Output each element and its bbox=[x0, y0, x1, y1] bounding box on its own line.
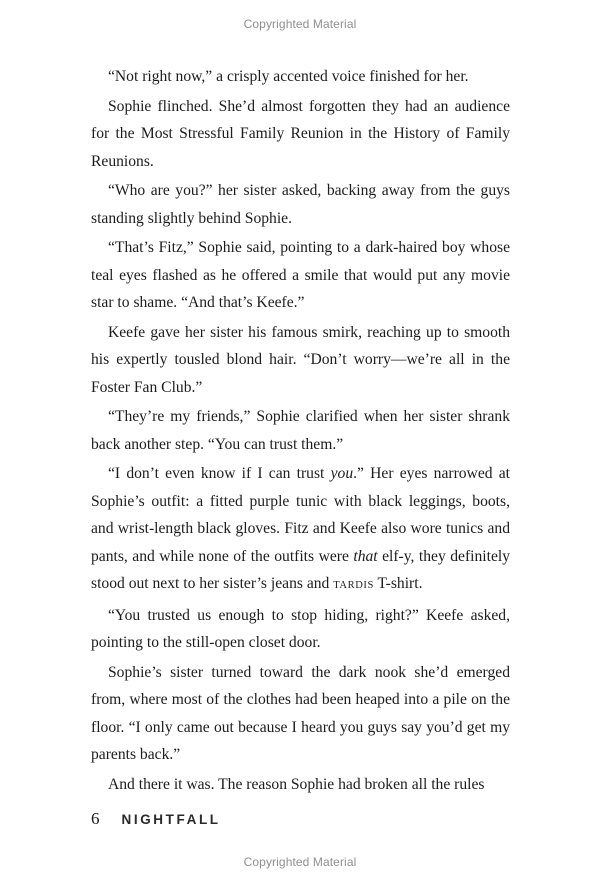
paragraph bbox=[91, 659, 510, 769]
paragraph bbox=[91, 319, 510, 402]
copyright-watermark-bottom: Copyrighted Material bbox=[243, 855, 357, 869]
text-run: “I don’t even know if I can trust bbox=[108, 465, 331, 482]
text-run: “They’re my friends,” Sophie clarified when her sister shrank back another step. “You can trust them.” bbox=[91, 408, 510, 453]
italic-emphasis: you bbox=[330, 465, 354, 482]
paragraph bbox=[91, 93, 510, 176]
paragraph bbox=[91, 177, 510, 232]
text-run: And there it was. The reason Sophie had broken all the rules bbox=[108, 775, 485, 793]
paragraph bbox=[91, 460, 510, 600]
text-run: Sophie’s sister turned toward the dark nook she’d emerged from, where most of the clothes had been heaped into a pile on the floor. “I only came out because I heard you guys say you’d get my parents back.” bbox=[91, 663, 510, 763]
paragraph bbox=[91, 602, 510, 657]
text-run: Sophie flinched. She’d almost forgotten they had an audience for the Most Stressful Family Reunion in the History of Family Reunions. bbox=[91, 97, 510, 170]
body-text bbox=[91, 63, 510, 800]
text-run: “That’s Fitz,” Sophie said, pointing to a dark-haired boy whose teal eyes flashed as he offered a smile that would put any movie star to shame. “And that’s Keefe.” bbox=[91, 239, 510, 311]
text-run: elf-y, they definitely stood out next to her sister’s jeans and bbox=[91, 547, 511, 592]
text-run: “Not right now,” a crisply accented voice finished for her. bbox=[108, 68, 469, 85]
paragraph bbox=[91, 403, 510, 458]
small-caps-term: TARDIS bbox=[333, 580, 374, 591]
text-run: Keefe gave her sister his famous smirk, reaching up to smooth his expertly tousled blond hair. “Don’t worry—we’re all in the Foster Fan Club.” bbox=[91, 323, 510, 396]
text-run: “You trusted us enough to stop hiding, right?” Keefe asked, pointing to the still-open closet door. bbox=[91, 606, 510, 651]
copyright-watermark-top: Copyrighted Material bbox=[243, 17, 357, 31]
paragraph bbox=[91, 771, 510, 799]
page-footer bbox=[91, 809, 221, 835]
page-number: 6 bbox=[91, 809, 100, 828]
text-run: .” Her eyes narrowed at Sophie’s outfit: a fitted purple tunic with black leggings, boots, and wrist-length black gloves. Fitz and Keefe also wore tunics and pants, and while none of the outfits were bbox=[91, 465, 511, 565]
paragraph bbox=[91, 234, 510, 317]
italic-emphasis: that bbox=[353, 547, 378, 565]
running-title: NIGHTFALL bbox=[121, 812, 221, 827]
text-run: T-shirt. bbox=[373, 575, 423, 592]
text-run: “Who are you?” her sister asked, backing away from the guys standing slightly behind Sophie. bbox=[91, 182, 510, 227]
paragraph bbox=[91, 63, 510, 91]
